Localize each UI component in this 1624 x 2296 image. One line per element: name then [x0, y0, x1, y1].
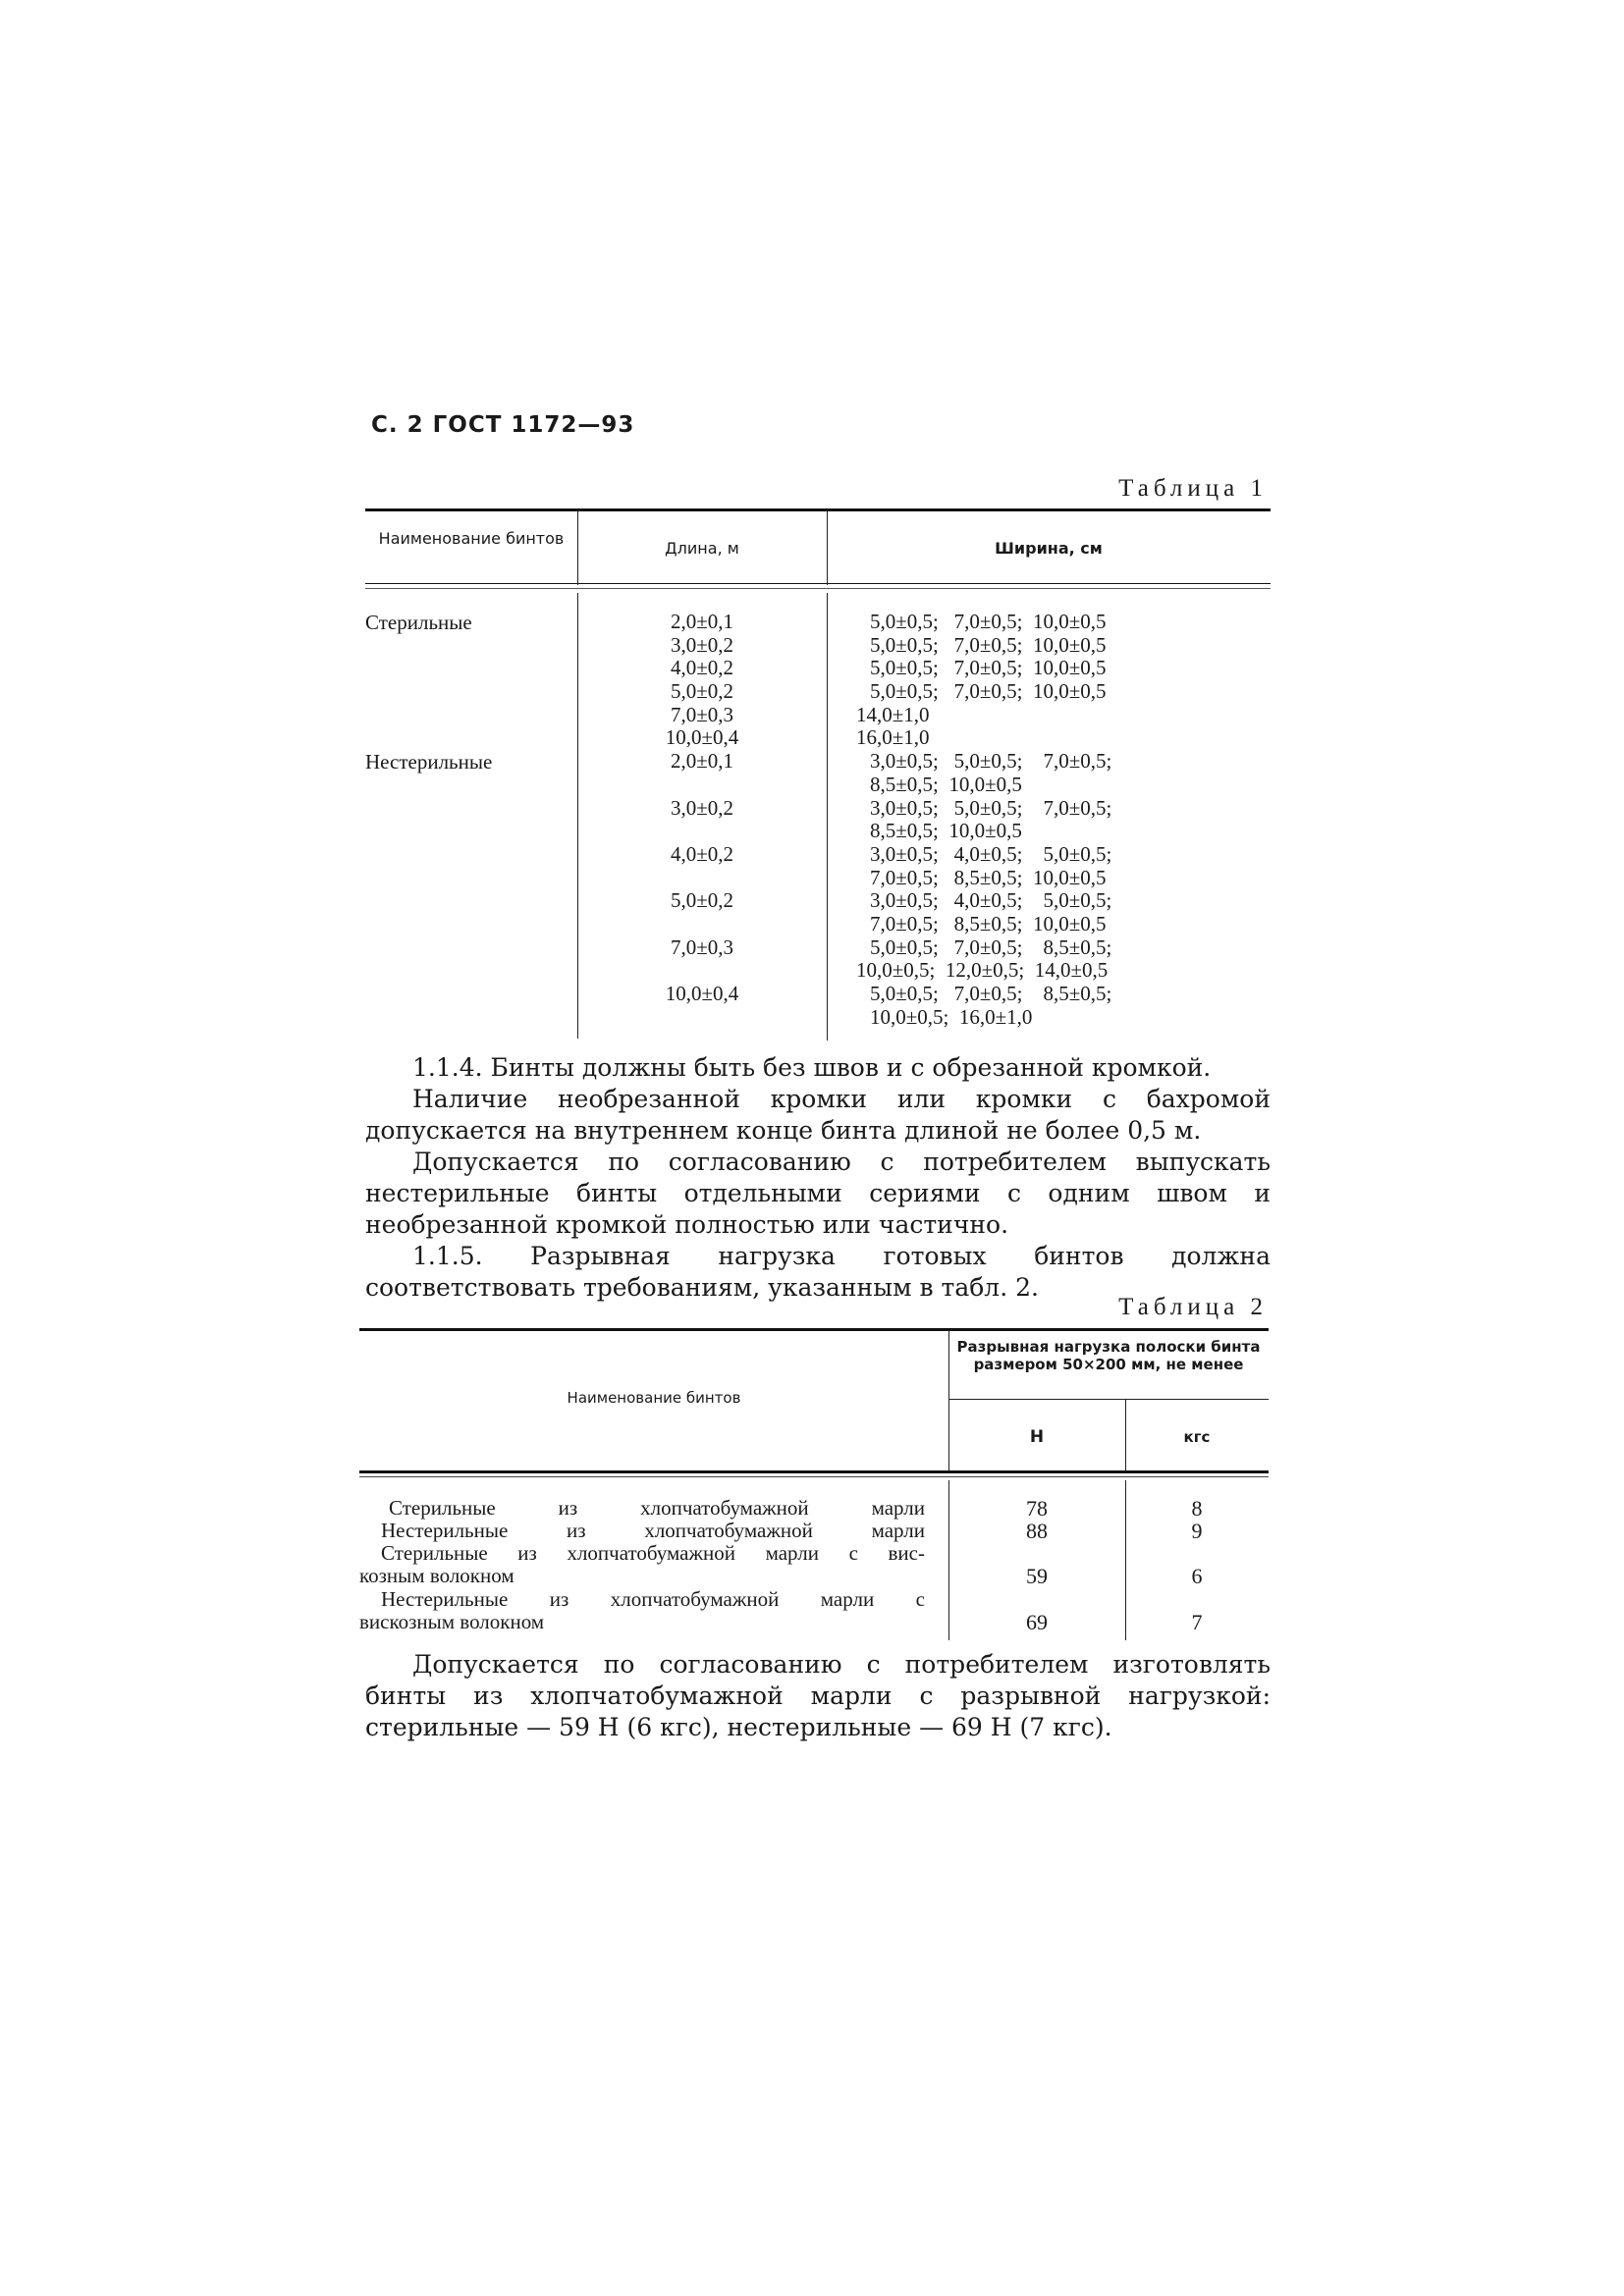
table2-row-name: козным волокном — [359, 1564, 514, 1587]
body-text-block-1 — [365, 1052, 1271, 1304]
table1-col-length: Длина, м — [665, 539, 739, 558]
table-cell: 5,0±0,2 — [670, 679, 734, 704]
table-cell: 10,0±0,4 — [665, 982, 739, 1005]
table-cell: 8,5±0,5; 10,0±0,5 — [870, 819, 1022, 843]
table-cell: 4,0±0,2 — [670, 841, 734, 866]
table1-header-rule-double — [365, 588, 1271, 589]
table2-value-n: 88 — [1026, 1519, 1048, 1543]
table-cell: 5,0±0,5; 7,0±0,5; 8,5±0,5; — [870, 982, 1112, 1005]
table-cell: 16,0±1,0 — [856, 725, 930, 750]
table-cell: 5,0±0,5; 7,0±0,5; 8,5±0,5; — [870, 934, 1112, 959]
table-cell: 8,5±0,5; 10,0±0,5 — [870, 772, 1022, 796]
table-cell: 3,0±0,5; 5,0±0,5; 7,0±0,5; — [870, 795, 1112, 820]
table2-row-name: Стерильные из хлопчатобумажной марли — [389, 1496, 925, 1520]
table-cell: 3,0±0,2 — [670, 632, 734, 657]
table2-value-n: 59 — [1026, 1564, 1048, 1588]
table-cell: 3,0±0,2 — [670, 795, 734, 820]
table1-top-rule — [365, 508, 1271, 511]
table-cell: 5,0±0,5; 7,0±0,5; 10,0±0,5 — [870, 610, 1107, 633]
table1-group-sterile: Стерильные — [365, 611, 472, 634]
paragraph: 1.1.4. Бинты должны быть без швов и с обрезанной кромкой. — [412, 1053, 1212, 1082]
table1-length-column — [577, 611, 827, 1006]
table-cell: 2,0±0,1 — [670, 749, 734, 774]
table1-divider — [827, 593, 828, 1041]
table2-row-name: вискозным волокном — [359, 1610, 545, 1633]
table1-group-nonsterile: Нестерильные — [365, 750, 493, 774]
table-cell: 5,0±0,2 — [670, 888, 734, 913]
table2 — [359, 1328, 1269, 1640]
table2-col-name: Наименование бинтов — [567, 1389, 741, 1407]
table1-caption: Таблица 1 — [1118, 475, 1268, 502]
table-cell: 5,0±0,5; 7,0±0,5; 10,0±0,5 — [870, 656, 1107, 680]
table2-col-kgf: кгс — [1183, 1428, 1211, 1446]
table-cell-empty — [577, 820, 827, 843]
paragraph: Наличие необрезанной кромки или кромки с бахромой допускается на внутреннем конце бинта длиной не более 0,5 м. — [365, 1085, 1271, 1145]
table-cell: 7,0±0,3 — [670, 934, 734, 959]
table-cell: 3,0±0,5; 5,0±0,5; 7,0±0,5; — [870, 749, 1112, 774]
table-cell-empty — [577, 913, 827, 936]
table-cell: 7,0±0,5; 8,5±0,5; 10,0±0,5 — [870, 911, 1107, 935]
paragraph: Допускается по согласованию с потребителем изготовлять бинты из хлопчатобумажной марли с разрывной нагрузкой: стерильные — 59 Н (6 кгс), нестерильные — 69 Н (7 кгс). — [365, 1650, 1271, 1741]
table-cell: 3,0±0,5; 4,0±0,5; 5,0±0,5; — [870, 888, 1112, 913]
table2-value-kgf: 7 — [1191, 1610, 1203, 1634]
table-cell-empty — [577, 867, 827, 890]
table2-header-rule-double — [359, 1476, 1269, 1477]
table-cell: 10,0±0,5; 12,0±0,5; 14,0±0,5 — [856, 958, 1109, 983]
table1-header-rule — [365, 583, 1271, 584]
table-cell-empty — [577, 959, 827, 983]
table2-row-name: Стерильные из хлопчатобумажной марли с вис- — [381, 1541, 925, 1565]
table2-row-name: Нестерильные из хлопчатобумажной марли — [381, 1519, 925, 1542]
table-cell: 7,0±0,5; 8,5±0,5; 10,0±0,5 — [870, 865, 1107, 889]
table-cell: 10,0±0,4 — [665, 725, 739, 750]
table2-col-load: Разрывная нагрузка полоски бинта размером 50×200 мм, не менее — [956, 1338, 1261, 1373]
table2-subheader-rule — [948, 1399, 1269, 1400]
table-cell: 2,0±0,1 — [670, 610, 734, 633]
table2-value-n: 69 — [1026, 1610, 1048, 1634]
page-header: С. 2 ГОСТ 1172—93 — [371, 412, 635, 438]
table-cell-empty — [577, 774, 827, 797]
paragraph: Допускается по согласованию с потребителем выпускать нестерильные бинты отдельными сериями с одним швом и необрезанной кромкой полностью или частично. — [365, 1148, 1271, 1239]
table2-caption: Таблица 2 — [1118, 1294, 1268, 1320]
body-text-block-2 — [365, 1649, 1271, 1743]
table2-top-rule — [359, 1328, 1269, 1331]
table2-value-kgf: 9 — [1191, 1519, 1203, 1543]
table2-header-rule — [359, 1470, 1269, 1473]
table2-row-name: Нестерильные из хлопчатобумажной марли с — [381, 1587, 925, 1611]
table1-col-width: Ширина, см — [995, 539, 1103, 558]
table-cell: 3,0±0,5; 4,0±0,5; 5,0±0,5; — [870, 841, 1112, 866]
table2-value-kgf: 6 — [1191, 1564, 1203, 1588]
table-cell: 4,0±0,2 — [670, 656, 734, 680]
table-cell: 5,0±0,5; 7,0±0,5; 10,0±0,5 — [870, 632, 1107, 657]
table-cell: 10,0±0,5; 16,0±1,0 — [870, 1004, 1033, 1029]
table2-value-kgf: 8 — [1191, 1496, 1203, 1521]
table-cell: 14,0±1,0 — [856, 702, 930, 726]
table1 — [365, 508, 1271, 1039]
table1-col-name: Наименование бинтов — [378, 529, 565, 548]
table-cell: 7,0±0,3 — [670, 702, 734, 726]
table1-width-column — [856, 611, 1269, 1029]
table-cell: 5,0±0,5; 7,0±0,5; 10,0±0,5 — [870, 679, 1107, 704]
paragraph: 1.1.5. Разрывная нагрузка готовых бинтов должна соответствовать требованиям, указанным в табл. 2. — [365, 1242, 1271, 1302]
table2-col-n: Н — [1029, 1427, 1045, 1447]
table2-value-n: 78 — [1026, 1496, 1048, 1521]
